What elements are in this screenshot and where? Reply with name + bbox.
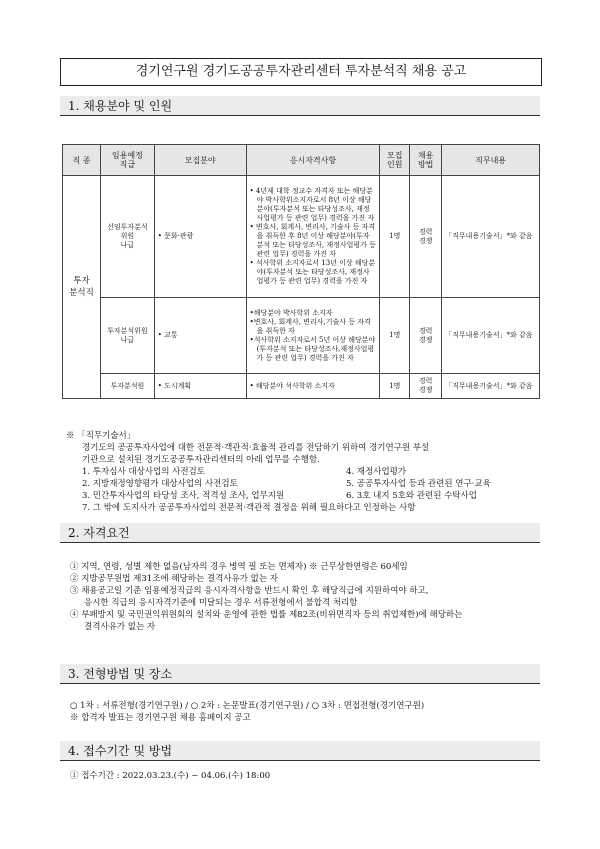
header-count: 모집 인원 — [380, 145, 410, 176]
page-title: 경기연구원 경기도공공투자관리센터 투자분석직 채용 공고 — [60, 58, 542, 86]
row-qualifications — [246, 374, 380, 399]
header-job-type: 직 종 — [63, 145, 101, 176]
duty-row — [66, 478, 540, 490]
selection-notice: ※ 합격자 발표는 경기연구원 채용 홈페이지 공고 — [70, 713, 251, 723]
qualification-item: •석사학위 소지자로서 5년 이상 해당분야(투자분석 또는 타당성조사,재정사업평가 등 관련 업무) 경력을 가진 자 — [249, 335, 376, 362]
application-period: ① 접수기간 : 2022.03.23.(수) ~ 04.06.(수) 18:00 — [70, 771, 271, 781]
row-qualifications — [246, 176, 380, 298]
header-field: 모집분야 — [154, 145, 246, 176]
duty-item: 1. 투자심사 대상사업의 사전검토 — [82, 467, 205, 477]
duty-item: 7. 그 밖에 도지사가 공공투자사업의 전문적·객관적 결정을 위해 필요하다고 인정하는 사항 — [82, 503, 416, 513]
requirement-item: ② 지방공무원법 제31조에 해당하는 결격사유가 없는 자 — [70, 574, 278, 584]
table-row — [63, 298, 540, 374]
row-duty: 「직무내용기술서」*와 같음 — [442, 176, 540, 298]
requirement-item: ④ 부패방지 및 국민권익위원회의 설치와 운영에 관한 법률 제82조(비위면직자 등의 취업제한)에 해당하는 — [70, 610, 463, 620]
row-count: 1명 — [380, 374, 410, 399]
note-intro: 경기도의 공공투자사업에 대한 전문적·객관적·효율적 관리를 전담하기 위하여 경기연구원 부설 — [82, 443, 430, 453]
duty-item: 5. 공공투자사업 등과 관련된 연구·교육 — [346, 479, 491, 489]
requirement-item: ③ 채용공고일 기준 임용예정직급의 응시자격사항을 반드시 확인 후 해당직급에 지원하여야 하고, — [70, 586, 429, 596]
section-header-requirements: 2. 자격요건 — [60, 523, 540, 543]
row-field: • 도시계획 — [154, 374, 246, 399]
duty-item: 3. 민간투자사업의 타당성 조사, 적격성 조사, 업무지원 — [82, 491, 285, 501]
row-grade: 투자분석원 — [100, 374, 154, 399]
header-qualifications: 응시자격사항 — [246, 145, 380, 176]
row-count: 1명 — [380, 176, 410, 298]
duty-item: 4. 재정사업평가 — [346, 467, 407, 477]
requirements-list — [70, 561, 540, 633]
section-header-recruitment: 1. 채용분야 및 인원 — [60, 96, 540, 116]
row-method: 경력 경쟁 — [410, 298, 442, 374]
duty-item: 2. 지방재정영향평가 대상사업의 사전검토 — [82, 479, 238, 489]
qualification-item: • 4년제 대학 정교수 자격자 또는 해당분야 박사학위소지자로서 8년 이상 해당분야(투자분석 또는 타당성조사, 재정사업평가 등 관련 업무) 경력을 가진 자 — [249, 187, 375, 222]
duty-row — [66, 490, 540, 502]
job-category: 투자 분석직 — [63, 176, 101, 399]
requirement-item: 응시한 직급의 응시자격기준에 미달되는 경우 서류전형에서 불합격 처리함 — [84, 598, 358, 608]
note-heading: ※ 「직무기술서」 — [66, 431, 136, 441]
requirement-item: ① 지역, 연령, 성별 제한 없음(남자의 경우 병역 필 또는 면제자) ※ 근무상한연령은 60세임 — [70, 562, 408, 572]
requirement-item: 결격사유가 없는 자 — [84, 622, 156, 632]
section-header-application: 4. 접수기간 및 방법 — [60, 741, 540, 761]
recruitment-table — [62, 144, 540, 399]
header-method: 채용 방법 — [410, 145, 442, 176]
table-header-row — [63, 145, 540, 176]
section-header-selection: 3. 전형방법 및 장소 — [60, 664, 540, 684]
row-field: • 교통 — [154, 298, 246, 374]
row-qualifications — [246, 298, 380, 374]
row-field: • 문화·관광 — [154, 176, 246, 298]
header-duty: 직무내용 — [442, 145, 540, 176]
selection-steps: ○ 1차 : 서류전형(경기연구원) / ○ 2차 : 논문발표(경기연구원) / ○ 3차 : 면접전형(경기연구원) — [70, 701, 425, 711]
row-duty: 「직무내용기술서」*와 같음 — [442, 298, 540, 374]
duty-row — [66, 466, 540, 478]
row-method: 경력 경쟁 — [410, 176, 442, 298]
row-grade: 투자분석위원 나급 — [100, 298, 154, 374]
table-row — [63, 374, 540, 399]
header-grade: 임용예정 직급 — [100, 145, 154, 176]
qualification-item: •변호사, 회계사, 변리사,기술사 등 자격을 취득한 자 — [249, 317, 371, 335]
row-duty: 「직무내용기술서」*와 같음 — [442, 374, 540, 399]
table-row — [63, 176, 540, 298]
job-description-note — [66, 430, 540, 514]
qualification-item: • 해당분야 석사학위 소지자 — [249, 381, 335, 390]
note-intro: 기관으로 설치된 경기도공공투자관리센터의 아래 업무를 수행함. — [82, 455, 320, 465]
qualification-item: •해당분야 박사학위 소지자 — [249, 308, 333, 317]
row-method: 경력 경쟁 — [410, 374, 442, 399]
qualification-item: • 석사학위 소지자로서 13년 이상 해당분야(투자분석 또는 타당성조사, 재정사업평가 등 관련 업무) 경력을 가진 자 — [249, 259, 376, 285]
qualification-item: • 변호사, 회계사, 변리사, 기술사 등 자격을 취득한 후 8년 이상 해당분야(투자분석 또는 타당성조사, 재정사업평가 등 관련 업무) 경력을 가진 자 — [249, 223, 376, 258]
row-count: 1명 — [380, 298, 410, 374]
selection-process — [70, 700, 540, 724]
row-grade: 선임투자분석위원 나급 — [100, 176, 154, 298]
duty-item: 6. 3호 내지 5호와 관련된 수탁사업 — [346, 491, 477, 501]
